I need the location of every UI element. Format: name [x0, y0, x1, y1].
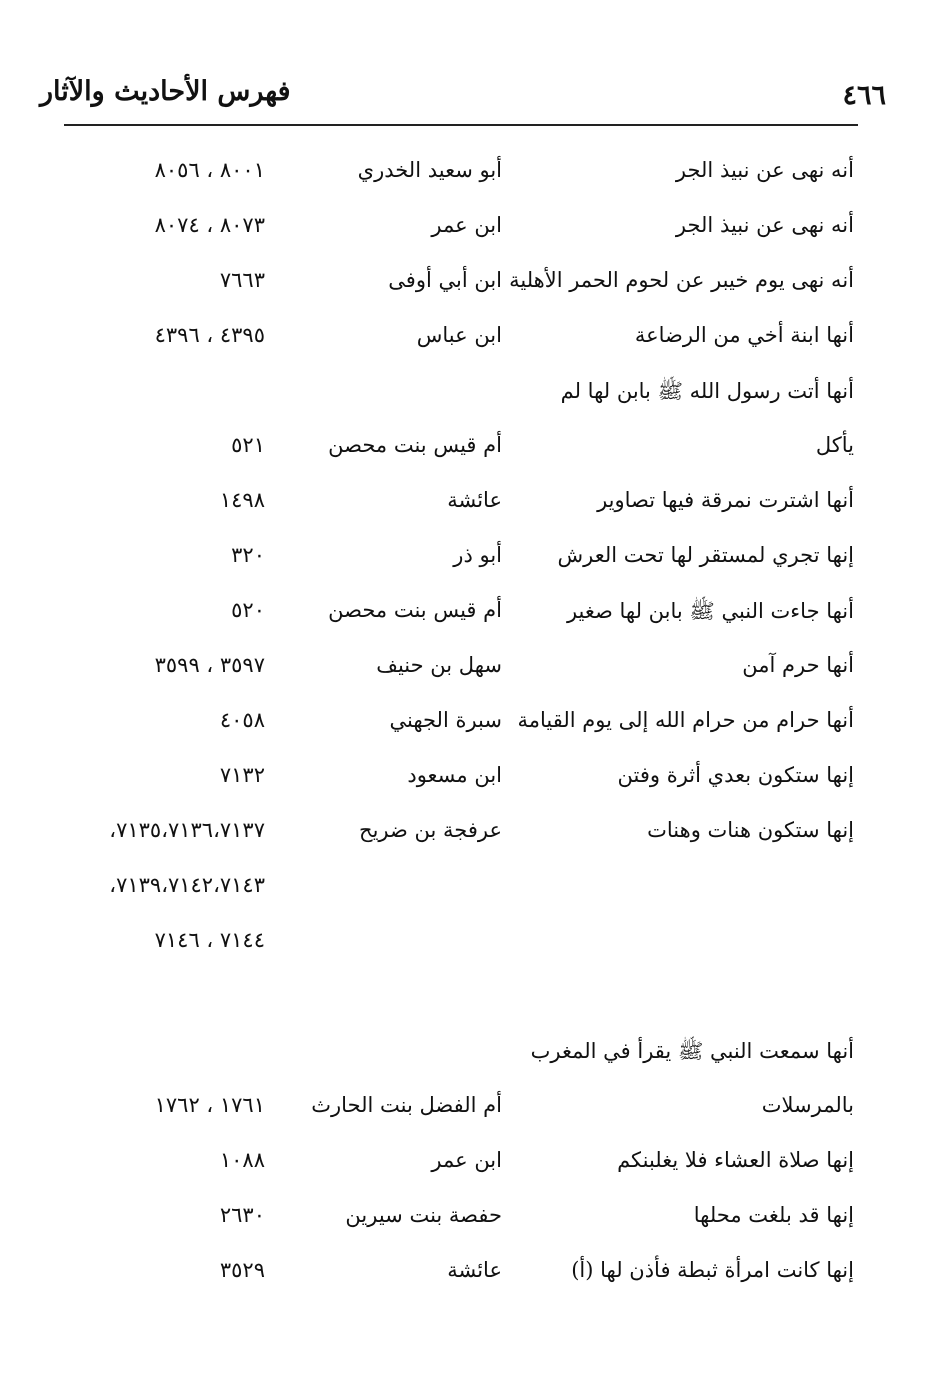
hadith-numbers: ٥٢٠	[231, 598, 265, 622]
hadith-numbers: ٧١٣٥،٧١٣٦،٧١٣٧،	[109, 818, 265, 842]
hadith-index-table	[0, 150, 932, 1305]
index-row	[0, 1250, 932, 1305]
narrator-name: أبو ذر	[453, 543, 502, 567]
hadith-numbers: ٣٥٩٧ ، ٣٥٩٩	[154, 653, 265, 677]
hadith-text: بالمرسلات	[761, 1093, 854, 1117]
narrator-name: ابن أبي أوفى	[388, 268, 502, 292]
hadith-text: أنها جاءت النبي ﷺ بابن لها صغير	[566, 599, 854, 623]
narrator-name: سبرة الجهني	[389, 708, 502, 732]
index-row	[0, 205, 932, 260]
narrator-name: أم قيس بنت محصن	[328, 598, 502, 622]
hadith-numbers: ١٧٦١ ، ١٧٦٢	[154, 1093, 265, 1117]
narrator-name: عائشة	[447, 488, 502, 512]
hadith-text: إنها صلاة العشاء فلا يغلبنكم	[617, 1148, 854, 1172]
narrator-name: ابن عباس	[416, 323, 502, 347]
hadith-numbers: ١٠٨٨	[219, 1148, 265, 1172]
narrator-name: أم الفضل بنت الحارث	[311, 1093, 502, 1117]
hadith-numbers: ٧١٣٢	[219, 763, 265, 787]
hadith-numbers: ٧١٤٤ ، ٧١٤٦	[154, 928, 265, 952]
index-row	[0, 1140, 932, 1195]
hadith-numbers: ٣٢٠	[231, 543, 265, 567]
hadith-text: إنها ستكون بعدي أثرة وفتن	[617, 763, 854, 787]
hadith-numbers: ٨٠٠١ ، ٨٠٥٦	[154, 158, 265, 182]
hadith-text: إنها قد بلغت محلها	[693, 1203, 854, 1227]
index-row	[0, 645, 932, 700]
index-row	[0, 590, 932, 645]
index-row	[0, 1085, 932, 1140]
index-row	[0, 260, 932, 315]
narrator-name: ابن عمر	[431, 213, 502, 237]
hadith-numbers: ٧١٣٩،٧١٤٢،٧١٤٣،	[109, 873, 265, 897]
hadith-text: إنها ستكون هنات وهنات	[647, 818, 854, 842]
index-row	[0, 370, 932, 425]
hadith-text: أنها حرم آمن	[742, 653, 854, 677]
index-row	[0, 480, 932, 535]
index-row	[0, 975, 932, 1030]
hadith-numbers: ٨٠٧٣ ، ٨٠٧٤	[154, 213, 265, 237]
hadith-text: إنها كانت امرأة ثبطة فأذن لها (أ)	[571, 1258, 854, 1282]
narrator-name: ابن مسعود	[407, 763, 502, 787]
hadith-text: أنها أتت رسول الله ﷺ بابن لها لم	[560, 379, 854, 403]
hadith-text: إنها تجري لمستقر لها تحت العرش	[557, 543, 854, 567]
hadith-text: أنها ابنة أخي من الرضاعة	[634, 323, 854, 347]
narrator-name: عائشة	[447, 1258, 502, 1282]
narrator-name: عرفجة بن ضريح	[359, 818, 502, 842]
hadith-numbers: ٢٦٣٠	[219, 1203, 265, 1227]
index-row	[0, 920, 932, 975]
hadith-text: أنه نهى يوم خيبر عن لحوم الحمر الأهلية	[509, 268, 854, 292]
index-row	[0, 865, 932, 920]
page-title: فهرس الأحاديث والآثار	[40, 76, 291, 107]
narrator-name: حفصة بنت سيرين	[345, 1203, 502, 1227]
index-row	[0, 810, 932, 865]
index-row	[0, 150, 932, 205]
page-number: ٤٦٦	[842, 80, 886, 111]
hadith-numbers: ٤٠٥٨	[219, 708, 265, 732]
hadith-numbers: ٧٦٦٣	[219, 268, 265, 292]
narrator-name: أم قيس بنت محصن	[328, 433, 502, 457]
hadith-text: أنه نهى عن نبيذ الجر	[675, 213, 854, 237]
index-row	[0, 755, 932, 810]
index-row	[0, 535, 932, 590]
index-row	[0, 315, 932, 370]
hadith-numbers: ٤٣٩٥ ، ٤٣٩٦	[154, 323, 265, 347]
index-row	[0, 425, 932, 480]
hadith-numbers: ٣٥٢٩	[219, 1258, 265, 1282]
hadith-text: أنه نهى عن نبيذ الجر	[675, 158, 854, 182]
narrator-name: ابن عمر	[431, 1148, 502, 1172]
narrator-name: سهل بن حنيف	[376, 653, 502, 677]
hadith-numbers: ٥٢١	[231, 433, 265, 457]
hadith-text: يأكل	[815, 433, 854, 457]
header-divider	[64, 124, 858, 126]
hadith-text: أنها حرام من حرام الله إلى يوم القيامة	[517, 708, 854, 732]
index-row	[0, 1030, 932, 1085]
hadith-text: أنها اشترت نمرقة فيها تصاوير	[597, 488, 854, 512]
hadith-numbers: ١٤٩٨	[219, 488, 265, 512]
index-row	[0, 1195, 932, 1250]
index-row	[0, 700, 932, 755]
hadith-text: أنها سمعت النبي ﷺ يقرأ في المغرب	[530, 1039, 854, 1063]
narrator-name: أبو سعيد الخدري	[357, 158, 502, 182]
